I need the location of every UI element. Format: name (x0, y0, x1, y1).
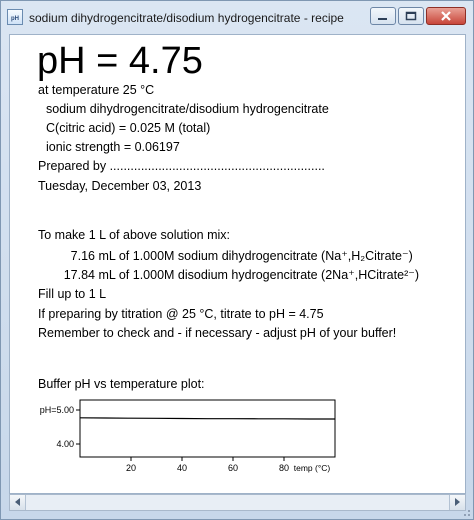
component-formula: 2Na⁺,HCitrate²⁻ (325, 268, 415, 282)
maximize-button[interactable] (398, 7, 424, 25)
plot-heading: Buffer pH vs temperature plot: (38, 377, 205, 391)
plot-frame (80, 400, 335, 457)
x-tick-label: 60 (227, 463, 239, 473)
x-axis-label: temp (°C) (293, 463, 331, 473)
close-button[interactable] (426, 7, 466, 25)
component-row (38, 267, 419, 282)
close-icon (427, 8, 465, 24)
component-text: mL of 1.000M disodium hydrogencitrate ( (98, 268, 326, 282)
horizontal-scrollbar[interactable] (9, 494, 466, 511)
y-tick-label-top: pH=5.00 (39, 405, 74, 415)
component-close: ) (414, 268, 419, 282)
component-amount: 7.16 (70, 249, 95, 263)
minimize-button[interactable] (370, 7, 396, 25)
component-text: mL of 1.000M sodium dihydrogencitrate ( (98, 249, 326, 263)
component-formula: Na⁺,H₂Citrate⁻ (325, 249, 409, 263)
component-amount: 17.84 (63, 268, 95, 282)
recipe-content (9, 34, 466, 494)
title-bar[interactable] (1, 1, 473, 34)
x-tick-label: 80 (278, 463, 290, 473)
x-tick-label: 40 (176, 463, 188, 473)
x-axis-ticks (126, 457, 289, 473)
ionic-strength-line: ionic strength = 0.06197 (46, 140, 180, 154)
component-row (38, 248, 413, 263)
arrow-left-icon (14, 498, 22, 506)
titration-line: If preparing by titration @ 25 °C, titrate to pH = 4.75 (38, 307, 324, 321)
window-title: sodium dihydrogencitrate/disodium hydrogencitrate - recipe (29, 11, 344, 25)
minimize-icon (371, 8, 395, 24)
y-tick-label-bottom: 4.00 (56, 439, 74, 449)
reminder-line: Remember to check and - if necessary - adjust pH of your buffer! (38, 326, 397, 340)
scroll-left-button[interactable] (10, 495, 26, 510)
fill-up-line: Fill up to 1 L (38, 287, 107, 301)
app-icon[interactable]: pH (7, 9, 23, 25)
arrow-right-icon (454, 498, 462, 506)
concentration-line: C(citric acid) = 0.025 M (total) (46, 121, 211, 135)
x-tick-label: 20 (125, 463, 137, 473)
resize-grip-icon[interactable] (462, 508, 471, 517)
prepared-by-line: Prepared by .............................................................. (38, 159, 325, 173)
mix-heading: To make 1 L of above solution mix: (38, 228, 230, 242)
component-close: ) (408, 249, 413, 263)
buffer-name: sodium dihydrogencitrate/disodium hydrogencitrate (46, 102, 329, 116)
temperature-line: at temperature 25 °C (38, 83, 155, 97)
ph-temperature-plot (32, 397, 352, 477)
maximize-icon (399, 8, 423, 24)
date-line: Tuesday, December 03, 2013 (38, 179, 202, 193)
ph-heading: pH = 4.75 (37, 40, 203, 82)
